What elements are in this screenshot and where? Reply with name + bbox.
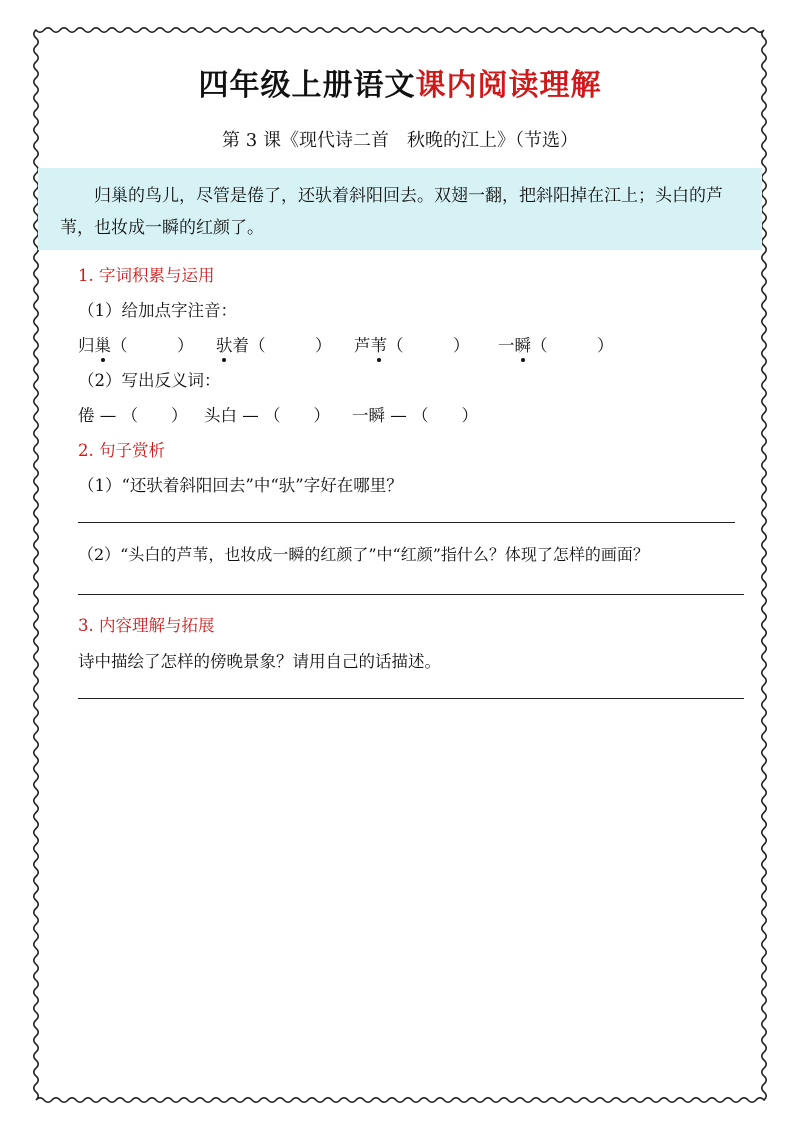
title-red-part: 课内阅读理解 <box>415 68 602 103</box>
pinyin-item: 一瞬（ ） <box>498 332 614 356</box>
dotted-char: 苇 <box>371 332 388 356</box>
answer-line[interactable] <box>78 594 744 595</box>
dotted-char: 瞬 <box>515 332 532 356</box>
antonym-item[interactable]: 一瞬 — （ ） <box>352 406 478 425</box>
question-2-1: （1）“还驮着斜阳回去”中“驮”字好在哪里？ <box>78 476 403 495</box>
question-1-2: （2）写出反义词： <box>78 371 221 390</box>
page-title <box>0 60 800 104</box>
question-2-2: （2）“头白的芦苇，也妆成一瞬的红颜了”中“红颜”指什么？体现了怎样的画面？ <box>78 545 649 564</box>
title-black-part: 四年级上册语文 <box>198 68 416 103</box>
answer-blank[interactable]: （ ） <box>249 336 332 355</box>
answer-blank[interactable]: （ ） <box>111 336 194 355</box>
pinyin-item: 归巢（ ） <box>78 332 194 356</box>
antonym-item[interactable]: 头白 — （ ） <box>204 406 330 425</box>
dotted-char: 巢 <box>95 332 112 356</box>
section-3-heading: 3. 内容理解与拓展 <box>78 616 215 635</box>
section-1-heading: 1. 字词积累与运用 <box>78 266 215 285</box>
reading-passage: 归巢的鸟儿，尽管是倦了，还驮着斜阳回去。双翅一翻，把斜阳掉在江上；头白的芦苇，也妆成一瞬的红颜了。 <box>38 168 762 250</box>
question-3-1: 诗中描绘了怎样的傍晚景象？请用自己的话描述。 <box>78 652 441 671</box>
answer-line[interactable] <box>78 522 735 523</box>
pinyin-item: 驮着（ ） <box>216 332 332 356</box>
answer-line[interactable] <box>78 698 744 699</box>
answer-blank[interactable]: （ ） <box>387 336 470 355</box>
pinyin-item: 芦苇（ ） <box>354 332 470 356</box>
antonym-item[interactable]: 倦 — （ ） <box>78 406 188 425</box>
answer-blank[interactable]: （ ） <box>531 336 614 355</box>
lesson-subtitle: 第 3 课《现代诗二首 秋晚的江上》（节选） <box>222 130 578 151</box>
question-1-1: （1）给加点字注音： <box>78 301 237 320</box>
section-2-heading: 2. 句子赏析 <box>78 441 165 460</box>
dotted-char: 驮 <box>216 332 233 356</box>
